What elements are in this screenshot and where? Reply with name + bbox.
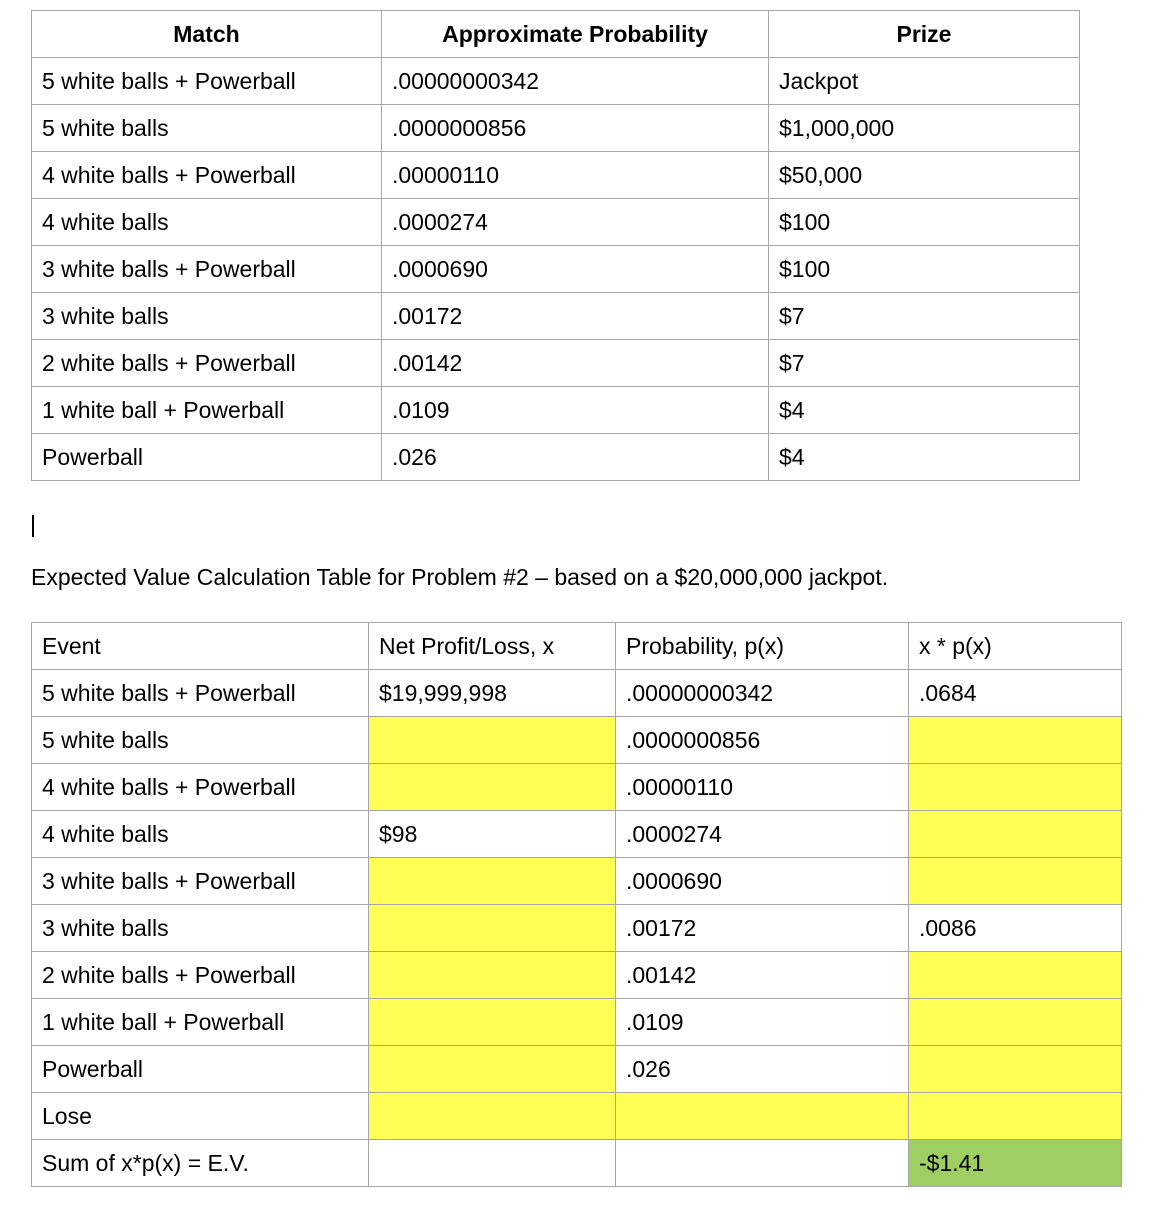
table-row bbox=[32, 199, 1080, 246]
probability-cell[interactable]: .00142 bbox=[616, 952, 909, 999]
table-row bbox=[32, 434, 1080, 481]
text-cursor bbox=[32, 515, 34, 537]
prize-cell[interactable]: $4 bbox=[769, 387, 1080, 434]
event-cell[interactable]: 1 white ball + Powerball bbox=[32, 999, 369, 1046]
table-row bbox=[32, 952, 1122, 999]
prize-cell[interactable]: Jackpot bbox=[769, 58, 1080, 105]
probability-cell[interactable]: .0000690 bbox=[382, 246, 769, 293]
probability-cell[interactable]: .0109 bbox=[382, 387, 769, 434]
net-profit-header: Net Profit/Loss, x bbox=[369, 623, 616, 670]
net-profit-cell[interactable] bbox=[369, 1140, 616, 1187]
table-row bbox=[32, 387, 1080, 434]
prize-cell[interactable]: $100 bbox=[769, 246, 1080, 293]
x-times-px-cell[interactable] bbox=[909, 1093, 1122, 1140]
probability-cell[interactable]: .00142 bbox=[382, 340, 769, 387]
event-cell[interactable]: Lose bbox=[32, 1093, 369, 1140]
prize-header: Prize bbox=[769, 11, 1080, 58]
probability-cell[interactable]: .026 bbox=[382, 434, 769, 481]
x-times-px-cell[interactable] bbox=[909, 1046, 1122, 1093]
net-profit-cell[interactable]: $98 bbox=[369, 811, 616, 858]
prize-cell[interactable]: $1,000,000 bbox=[769, 105, 1080, 152]
net-profit-cell[interactable] bbox=[369, 999, 616, 1046]
x-times-px-header: x * p(x) bbox=[909, 623, 1122, 670]
match-cell[interactable]: Powerball bbox=[32, 434, 382, 481]
match-cell[interactable]: 5 white balls bbox=[32, 105, 382, 152]
x-times-px-cell[interactable] bbox=[909, 952, 1122, 999]
expected-value-cell[interactable]: -$1.41 bbox=[909, 1140, 1122, 1187]
match-cell[interactable]: 4 white balls bbox=[32, 199, 382, 246]
net-profit-cell[interactable] bbox=[369, 905, 616, 952]
event-cell[interactable]: 4 white balls + Powerball bbox=[32, 764, 369, 811]
match-cell[interactable]: 5 white balls + Powerball bbox=[32, 58, 382, 105]
table-row bbox=[32, 58, 1080, 105]
probability-cell[interactable] bbox=[616, 1140, 909, 1187]
table-row bbox=[32, 152, 1080, 199]
net-profit-cell[interactable]: $19,999,998 bbox=[369, 670, 616, 717]
net-profit-cell[interactable] bbox=[369, 764, 616, 811]
table-row bbox=[32, 905, 1122, 952]
sum-row bbox=[32, 1140, 1122, 1187]
x-times-px-cell[interactable]: .0684 bbox=[909, 670, 1122, 717]
table-row bbox=[32, 1046, 1122, 1093]
probability-cell[interactable]: .00172 bbox=[616, 905, 909, 952]
x-times-px-cell[interactable] bbox=[909, 999, 1122, 1046]
probability-cell[interactable]: .026 bbox=[616, 1046, 909, 1093]
probability-cell[interactable] bbox=[616, 1093, 909, 1140]
table-row bbox=[32, 717, 1122, 764]
match-cell[interactable]: 1 white ball + Powerball bbox=[32, 387, 382, 434]
table-row bbox=[32, 1093, 1122, 1140]
table-row bbox=[32, 105, 1080, 152]
x-times-px-cell[interactable] bbox=[909, 858, 1122, 905]
prize-table bbox=[31, 10, 1080, 481]
table-row bbox=[32, 670, 1122, 717]
ev-table-caption: Expected Value Calculation Table for Problem #2 – based on a $20,000,000 jackpot. bbox=[31, 564, 889, 590]
prize-cell[interactable]: $7 bbox=[769, 293, 1080, 340]
probability-cell[interactable]: .0000274 bbox=[616, 811, 909, 858]
probability-cell[interactable]: .0000000856 bbox=[382, 105, 769, 152]
probability-header: Probability, p(x) bbox=[616, 623, 909, 670]
probability-cell[interactable]: .0109 bbox=[616, 999, 909, 1046]
probability-cell[interactable]: .0000000856 bbox=[616, 717, 909, 764]
probability-cell[interactable]: .0000274 bbox=[382, 199, 769, 246]
event-cell[interactable]: 2 white balls + Powerball bbox=[32, 952, 369, 999]
prize-cell[interactable]: $4 bbox=[769, 434, 1080, 481]
event-cell[interactable]: 3 white balls + Powerball bbox=[32, 858, 369, 905]
event-cell[interactable]: 3 white balls bbox=[32, 905, 369, 952]
sum-label-cell[interactable]: Sum of x*p(x) = E.V. bbox=[32, 1140, 369, 1187]
prize-cell[interactable]: $7 bbox=[769, 340, 1080, 387]
event-cell[interactable]: 5 white balls bbox=[32, 717, 369, 764]
table-row bbox=[32, 999, 1122, 1046]
table-row bbox=[32, 764, 1122, 811]
ev-table-header-row bbox=[32, 623, 1122, 670]
event-header: Event bbox=[32, 623, 369, 670]
prize-cell[interactable]: $50,000 bbox=[769, 152, 1080, 199]
probability-header: Approximate Probability bbox=[382, 11, 769, 58]
probability-cell[interactable]: .00172 bbox=[382, 293, 769, 340]
net-profit-cell[interactable] bbox=[369, 717, 616, 764]
net-profit-cell[interactable] bbox=[369, 1093, 616, 1140]
match-cell[interactable]: 3 white balls + Powerball bbox=[32, 246, 382, 293]
x-times-px-cell[interactable]: .0086 bbox=[909, 905, 1122, 952]
probability-cell[interactable]: .00000110 bbox=[616, 764, 909, 811]
event-cell[interactable]: 4 white balls bbox=[32, 811, 369, 858]
table-row bbox=[32, 340, 1080, 387]
event-cell[interactable]: Powerball bbox=[32, 1046, 369, 1093]
table-row bbox=[32, 811, 1122, 858]
x-times-px-cell[interactable] bbox=[909, 717, 1122, 764]
expected-value-table bbox=[31, 622, 1122, 1187]
probability-cell[interactable]: .0000690 bbox=[616, 858, 909, 905]
match-cell[interactable]: 4 white balls + Powerball bbox=[32, 152, 382, 199]
table-row bbox=[32, 293, 1080, 340]
event-cell[interactable]: 5 white balls + Powerball bbox=[32, 670, 369, 717]
table-row bbox=[32, 858, 1122, 905]
table-row bbox=[32, 246, 1080, 293]
match-cell[interactable]: 3 white balls bbox=[32, 293, 382, 340]
net-profit-cell[interactable] bbox=[369, 1046, 616, 1093]
prize-cell[interactable]: $100 bbox=[769, 199, 1080, 246]
net-profit-cell[interactable] bbox=[369, 858, 616, 905]
probability-cell[interactable]: .00000000342 bbox=[382, 58, 769, 105]
net-profit-cell[interactable] bbox=[369, 952, 616, 999]
probability-cell[interactable]: .00000000342 bbox=[616, 670, 909, 717]
prize-table-header-row bbox=[32, 11, 1080, 58]
x-times-px-cell[interactable] bbox=[909, 811, 1122, 858]
match-cell[interactable]: 2 white balls + Powerball bbox=[32, 340, 382, 387]
x-times-px-cell[interactable] bbox=[909, 764, 1122, 811]
probability-cell[interactable]: .00000110 bbox=[382, 152, 769, 199]
match-header: Match bbox=[32, 11, 382, 58]
